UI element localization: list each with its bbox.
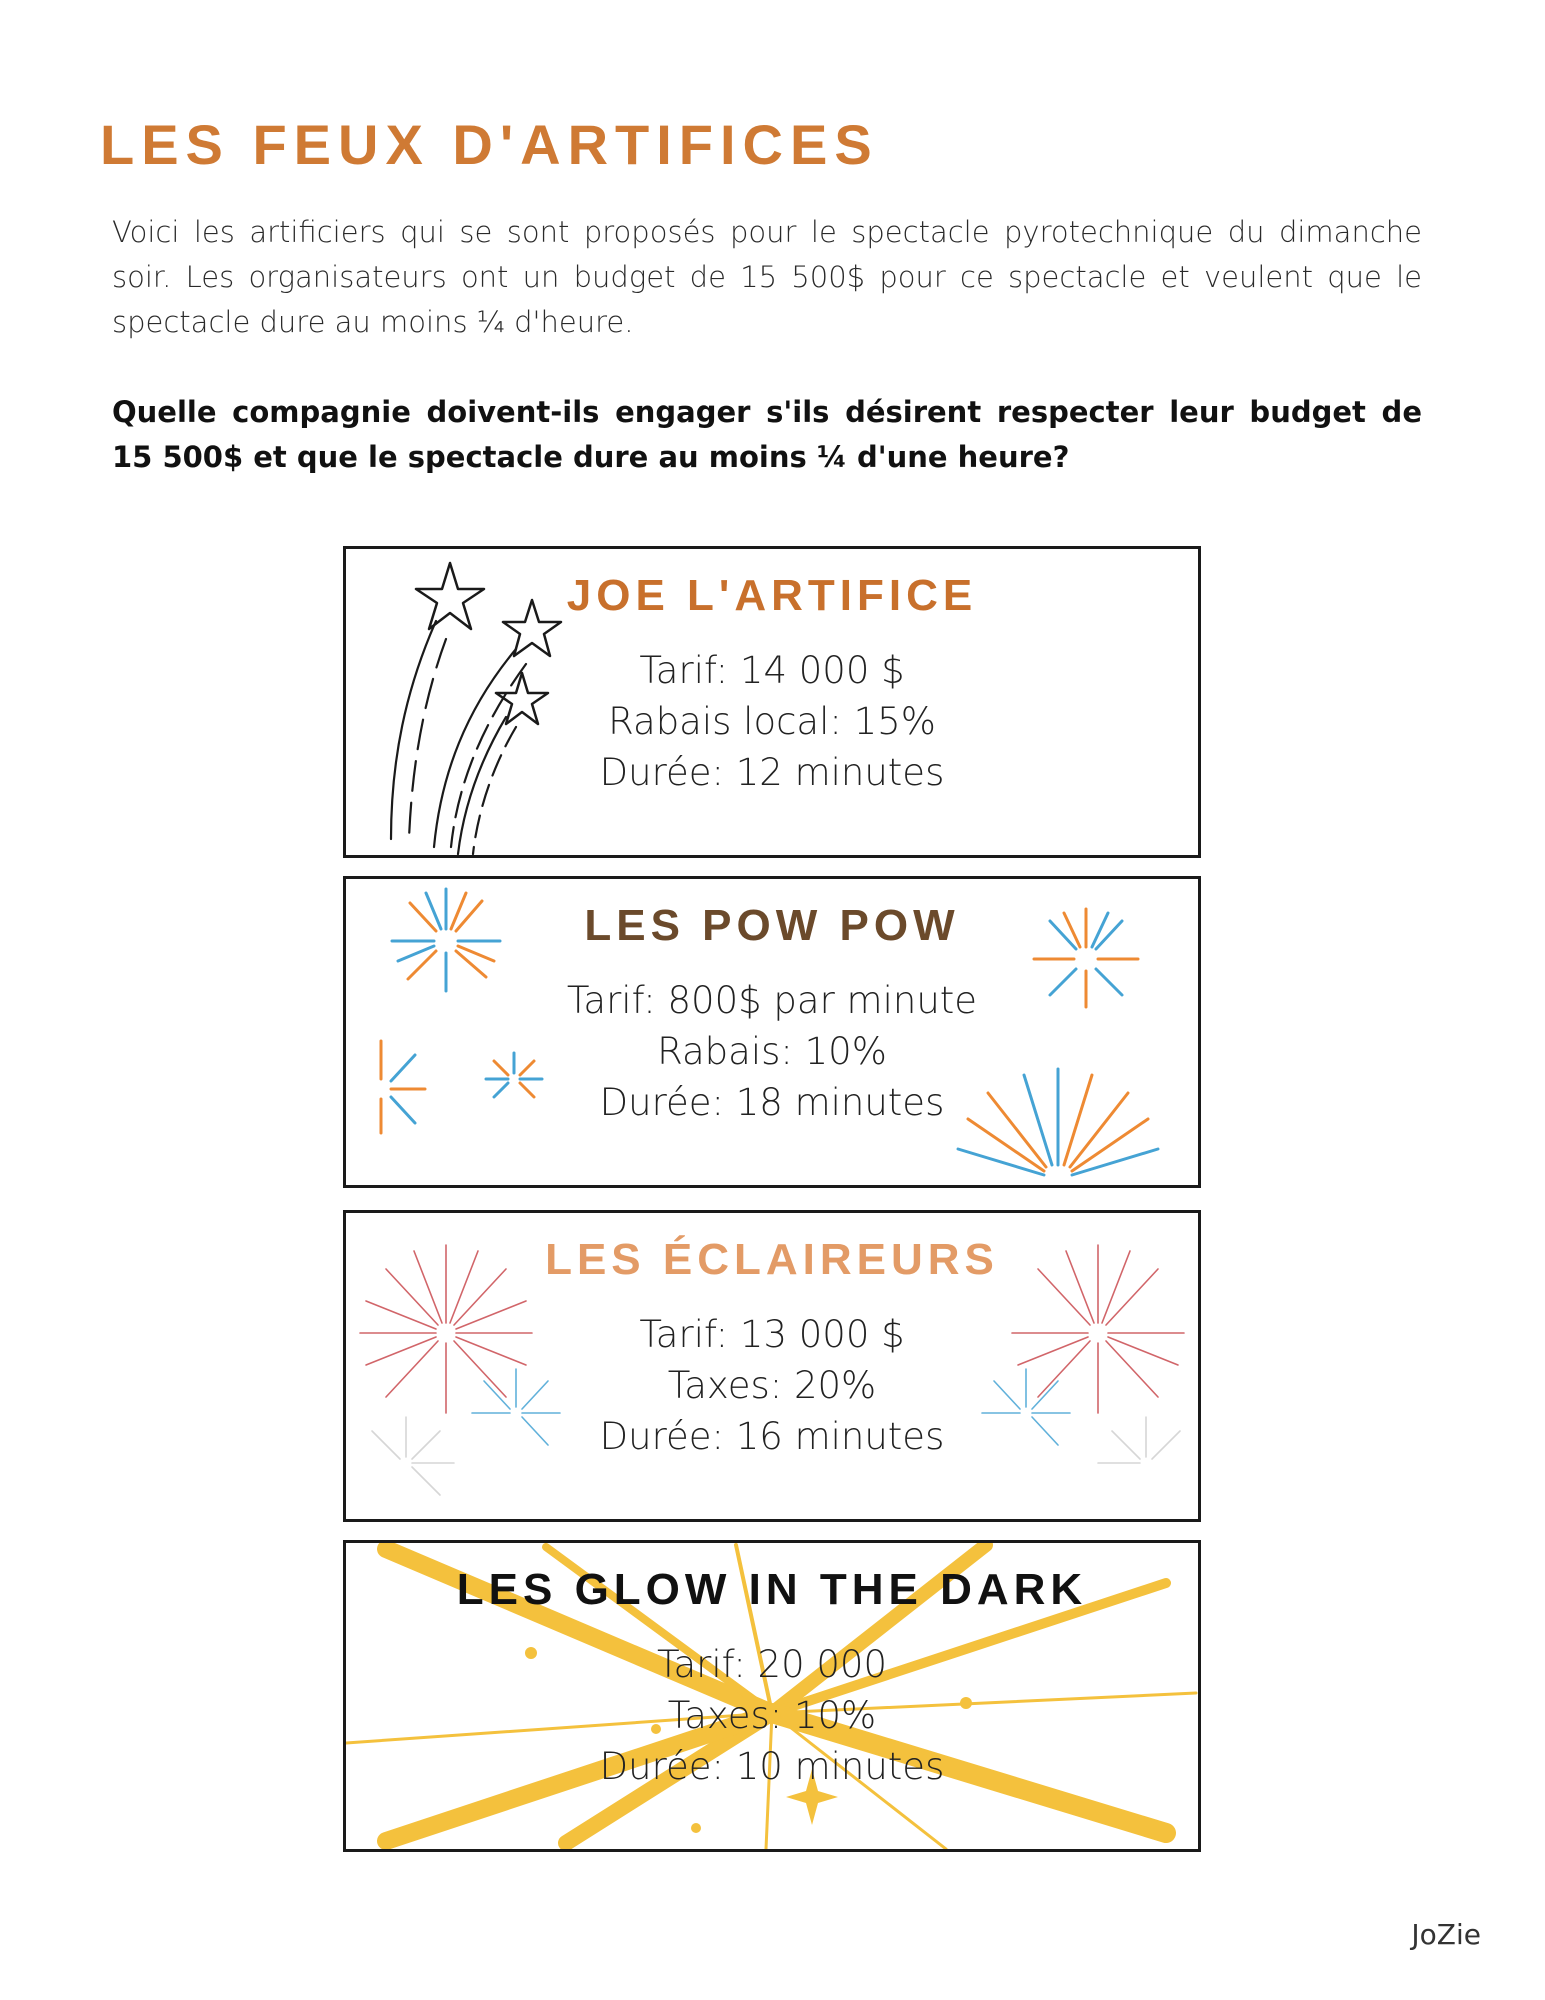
company-tarif: Tarif: 20 000 [656,1643,888,1686]
company-card-joe [343,546,1201,858]
company-name: LES ÉCLAIREURS [545,1235,999,1284]
company-name: LES POW POW [584,901,960,950]
intro-paragraph: Voici les artificiers qui se sont proposés pour le spectacle pyrotechnique du dimanche soir. Les organisateurs ont un budget de 15 500$ pour ce spectacle et veulent que le spectacle dure au moins ¼ d'heure. [112,215,1422,339]
company-taxes: Taxes: 10% [667,1694,877,1737]
company-discount: Rabais: 10% [657,1030,887,1073]
company-card-eclaireurs [343,1210,1201,1522]
company-duration: Durée: 16 minutes [599,1415,945,1458]
company-tarif: Tarif: 14 000 $ [639,649,905,692]
company-tarif: Tarif: 800$ par minute [566,979,978,1022]
company-card-powpow [343,876,1201,1188]
company-tarif: Tarif: 13 000 $ [639,1313,905,1356]
company-duration: Durée: 10 minutes [599,1745,945,1788]
company-duration: Durée: 12 minutes [599,751,945,794]
company-card-glow [343,1540,1201,1852]
company-name: LES GLOW IN THE DARK [456,1565,1088,1614]
question-paragraph: Quelle compagnie doivent-ils engager s'ils désirent respecter leur budget de 15 500$ et que le spectacle dure au moins ¼ d'une heure? [112,395,1422,474]
company-name: JOE L'ARTIFICE [566,571,978,620]
page-title: LES FEUX D'ARTIFICES [100,113,879,176]
company-duration: Durée: 18 minutes [599,1081,945,1124]
company-discount: Rabais local: 15% [608,700,936,743]
company-taxes: Taxes: 20% [667,1364,877,1407]
author-credit: JoZie [1411,1918,1481,1951]
